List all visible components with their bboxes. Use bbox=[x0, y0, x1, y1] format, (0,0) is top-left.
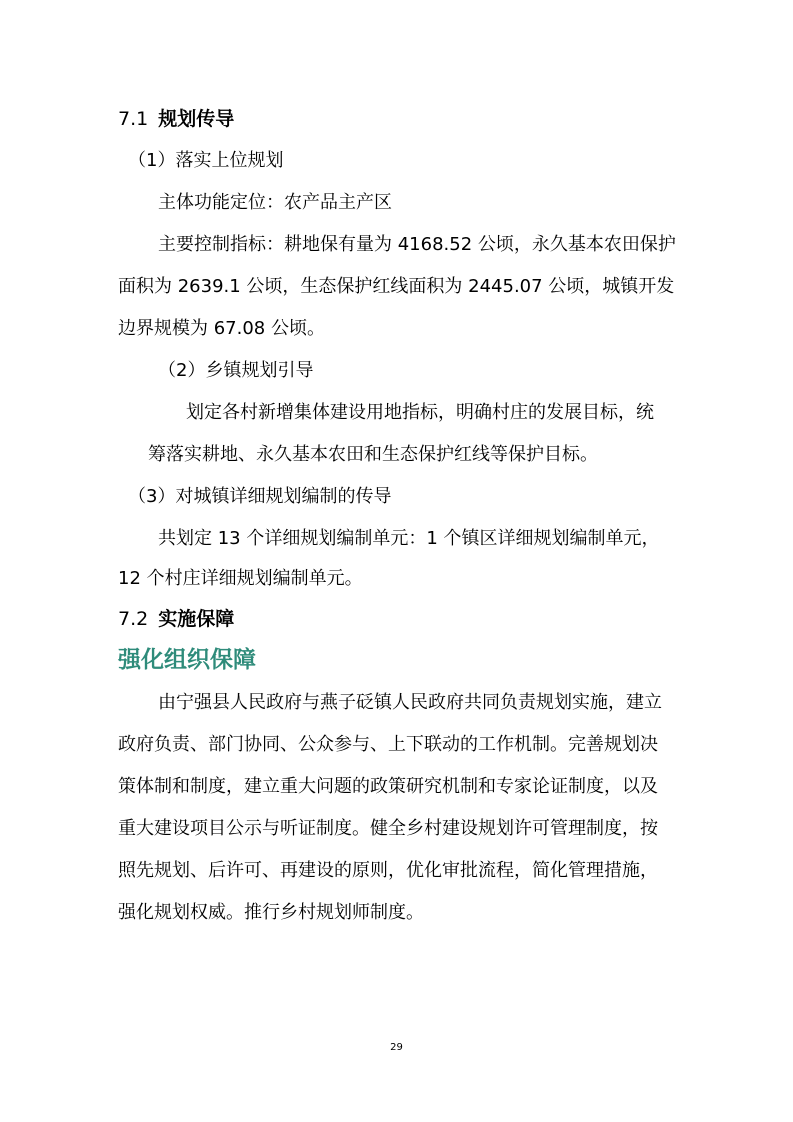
list-item-heading: （3）对城镇详细规划编制的传导 bbox=[128, 486, 392, 507]
subsection-title: 强化组织保障 bbox=[118, 647, 256, 673]
paragraph-line: 划定各村新增集体建设用地指标，明确村庄的发展目标，统 bbox=[186, 402, 654, 423]
paragraph-line: 策体制和制度，建立重大问题的政策研究机制和专家论证制度，以及 bbox=[118, 776, 658, 797]
paragraph-line: 由宁强县人民政府与燕子砭镇人民政府共同负责规划实施，建立 bbox=[158, 692, 662, 713]
list-item-heading: （2）乡镇规划引导 bbox=[158, 360, 314, 381]
paragraph-line: 面积为 2639.1 公顷，生态保护红线面积为 2445.07 公顷，城镇开发 bbox=[118, 276, 675, 297]
section-heading-7-1 bbox=[118, 106, 234, 132]
section-heading-7-2 bbox=[118, 606, 234, 632]
paragraph-line: 筹落实耕地、永久基本农田和生态保护红线等保护目标。 bbox=[148, 444, 598, 465]
paragraph-line: 主要控制指标：耕地保有量为 4168.52 公顷，永久基本农田保护 bbox=[158, 234, 676, 255]
section-title: 实施保障 bbox=[158, 608, 235, 630]
paragraph-line: 主体功能定位：农产品主产区 bbox=[158, 192, 392, 213]
paragraph-line: 重大建设项目公示与听证制度。健全乡村建设规划许可管理制度，按 bbox=[118, 818, 658, 839]
paragraph-line: 照先规划、后许可、再建设的原则，优化审批流程，简化管理措施， bbox=[118, 860, 658, 881]
list-item-heading: （1）落实上位规划 bbox=[128, 150, 284, 171]
paragraph-line: 共划定 13 个详细规划编制单元：1 个镇区详细规划编制单元， bbox=[158, 528, 660, 549]
section-title: 规划传导 bbox=[158, 108, 235, 130]
paragraph-line: 边界规模为 67.08 公顷。 bbox=[118, 318, 325, 339]
paragraph-line: 12 个村庄详细规划编制单元。 bbox=[118, 568, 363, 589]
paragraph-line: 强化规划权威。推行乡村规划师制度。 bbox=[118, 902, 424, 923]
section-number: 7.2 bbox=[118, 608, 149, 630]
paragraph-line: 政府负责、部门协同、公众参与、上下联动的工作机制。完善规划决 bbox=[118, 734, 658, 755]
section-number: 7.1 bbox=[118, 108, 149, 130]
page-number: 29 bbox=[390, 1042, 403, 1053]
